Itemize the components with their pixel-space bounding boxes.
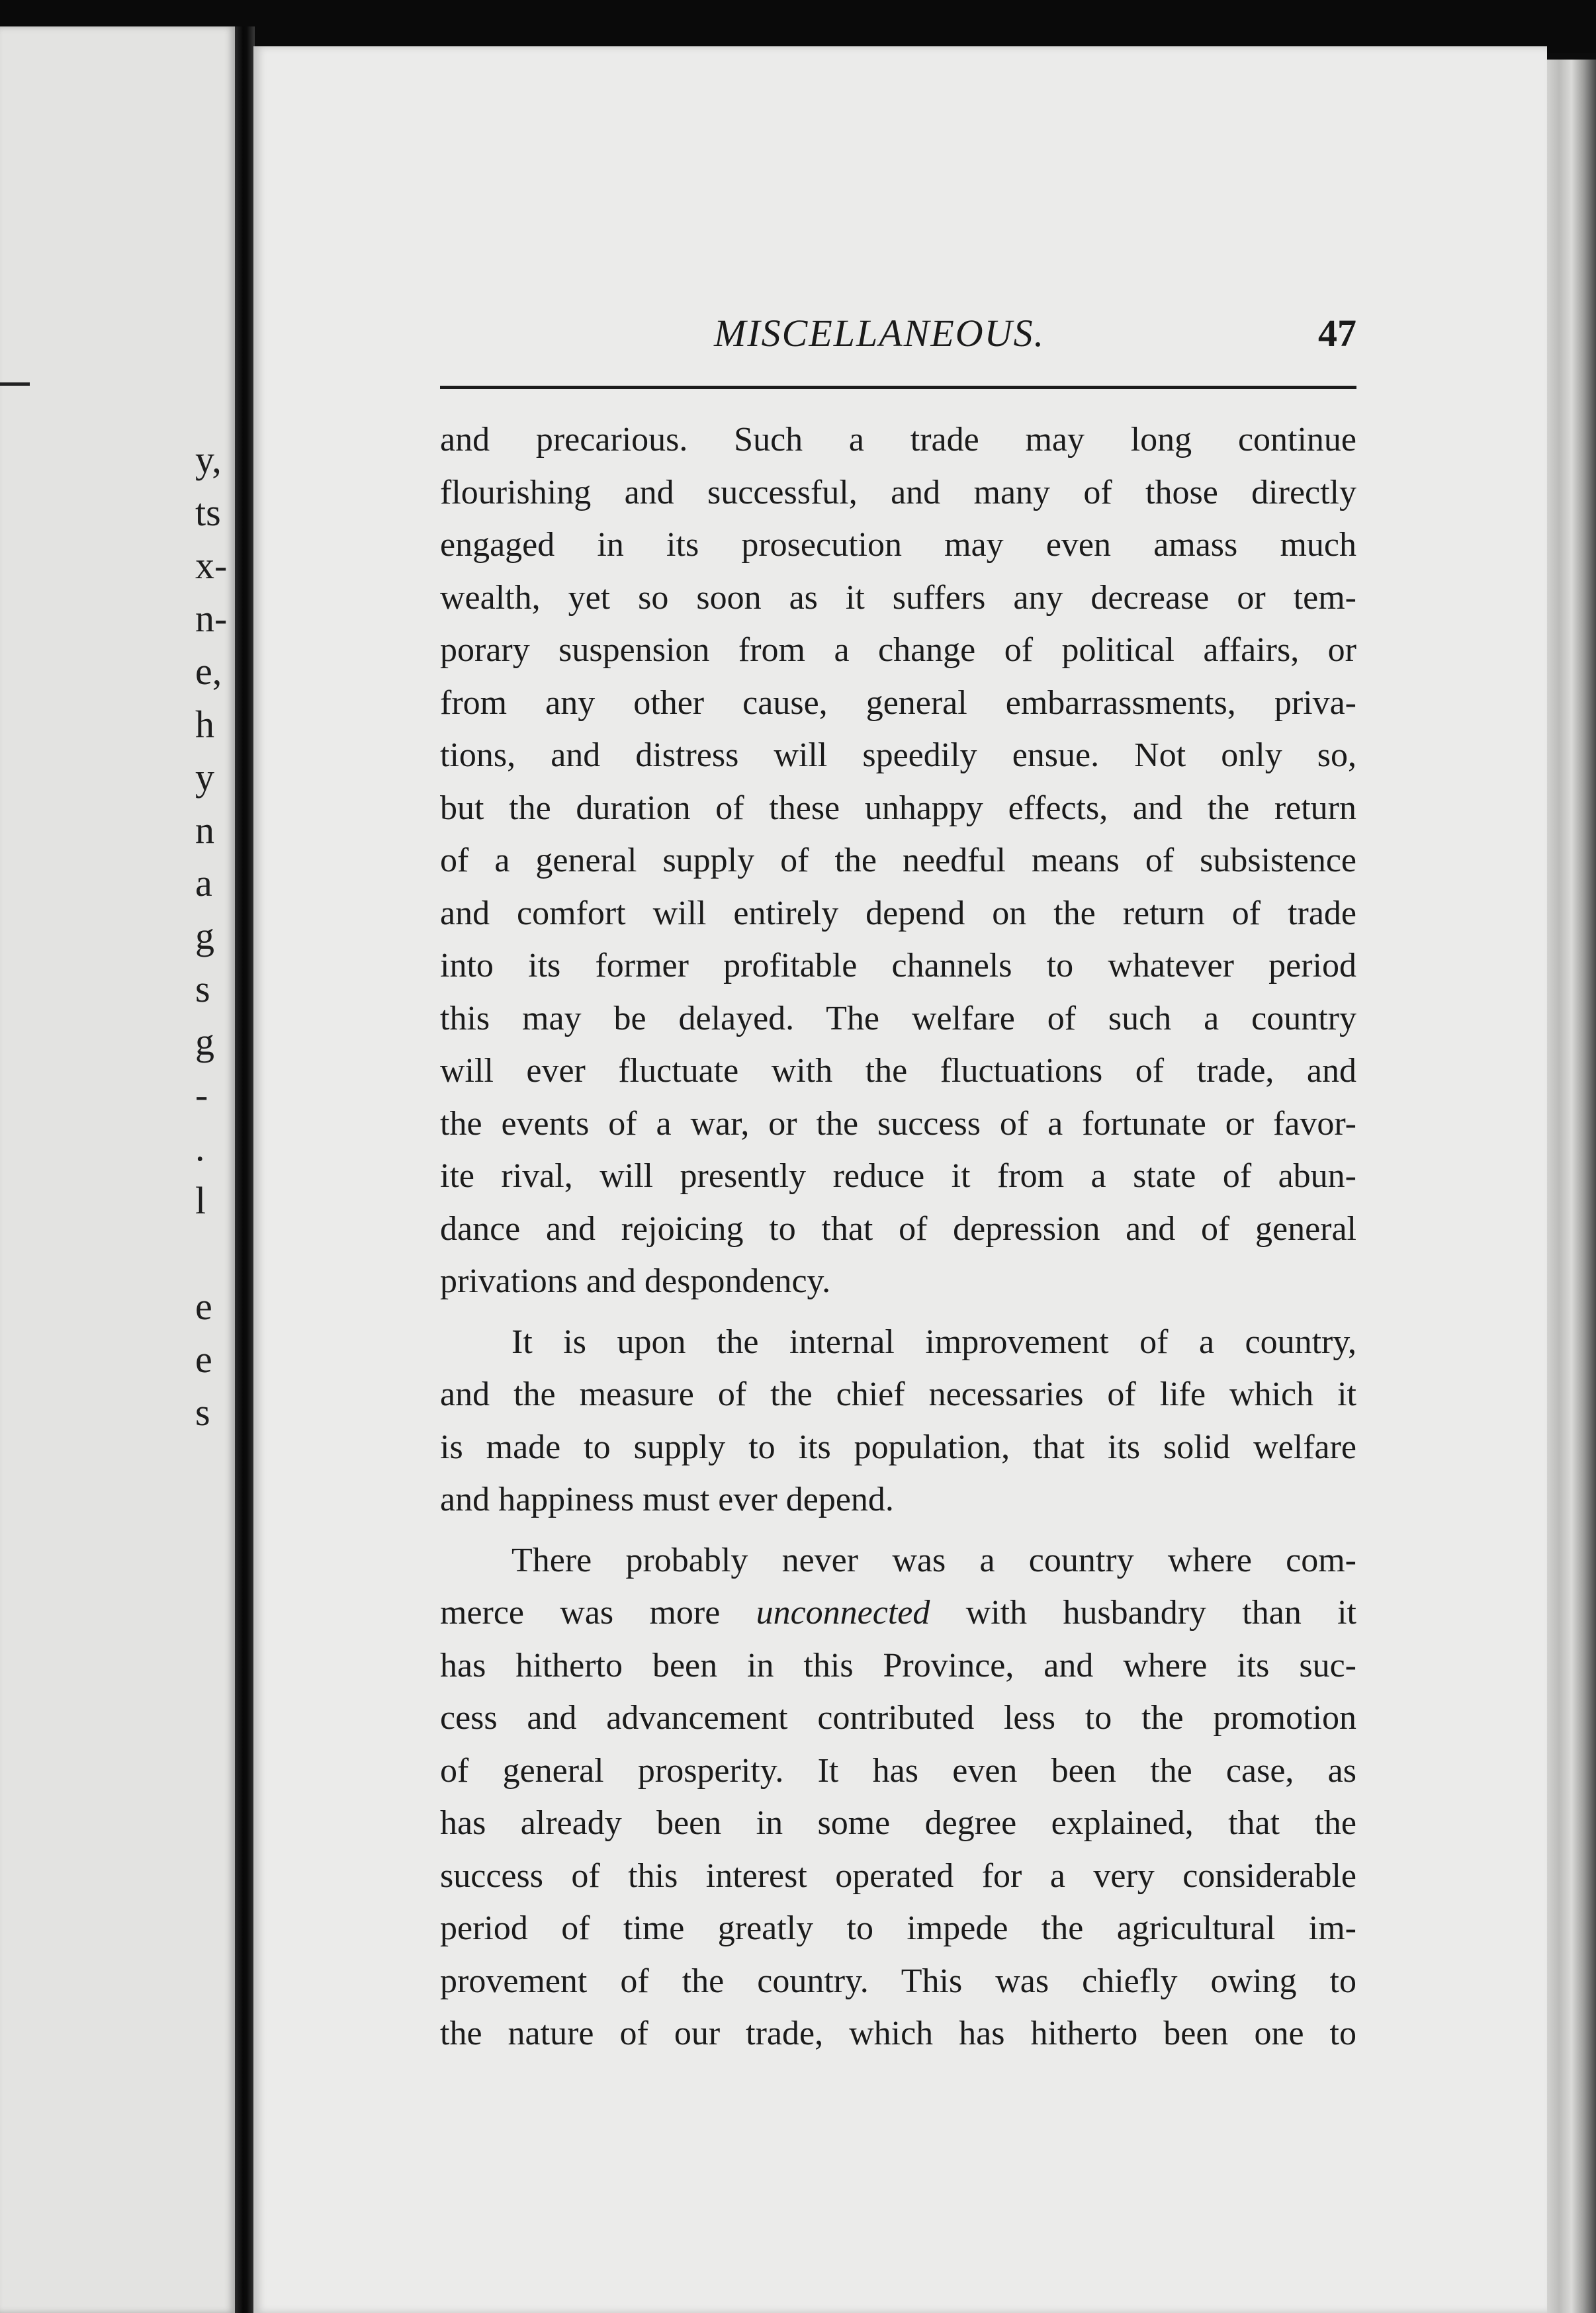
text-line: wealth, yet so soon as it suffers any decrease or tem- bbox=[440, 578, 1356, 617]
text-line: and comfort will entirely depend on the return of trade bbox=[440, 894, 1356, 932]
text-line: of general prosperity. It has even been the case, as bbox=[440, 1751, 1356, 1790]
facing-page-fragment: a bbox=[195, 861, 212, 904]
text-line: privations and despondency. bbox=[440, 1262, 831, 1300]
facing-page-fragment: e bbox=[195, 1338, 212, 1381]
paragraph-gap bbox=[440, 1308, 1356, 1316]
text-line: of a general supply of the needful means of subsistence bbox=[440, 842, 1356, 879]
text-line: has already been in some degree explained, that the bbox=[440, 1804, 1356, 1842]
paragraph-2 bbox=[440, 1316, 1356, 1526]
text-line: flourishing and successful, and many of those directly bbox=[440, 473, 1356, 511]
text-line: into its former profitable channels to whatever period bbox=[440, 947, 1356, 984]
text-line: is made to supply to its population, that its solid welfare bbox=[440, 1428, 1356, 1466]
facing-page-fragment: n- bbox=[195, 597, 228, 640]
header-rule bbox=[440, 386, 1356, 389]
page-number: 47 bbox=[1318, 312, 1356, 355]
text-line: There probably never was a country where com- bbox=[511, 1541, 1356, 1579]
facing-page bbox=[0, 26, 235, 2313]
text-line: has hitherto been in this Province, and where its suc- bbox=[440, 1646, 1356, 1684]
text-line: will ever fluctuate with the fluctuations of trade, and bbox=[440, 1052, 1356, 1090]
facing-page-fragment: g bbox=[195, 1020, 214, 1063]
text-line: from any other cause, general embarrassments, priva- bbox=[440, 683, 1356, 722]
facing-page-fragment: e bbox=[195, 1285, 212, 1328]
text-line: provement of the country. This was chiefly owing to bbox=[440, 1962, 1356, 2000]
facing-page-fragment: l bbox=[195, 1179, 206, 1222]
facing-page-fragment: . bbox=[195, 1126, 205, 1169]
text-line: success of this interest operated for a very considerable bbox=[440, 1856, 1356, 1895]
facing-page-fragment: n bbox=[195, 808, 214, 851]
facing-page-fragment: s bbox=[195, 967, 210, 1010]
facing-page-fragment: y, bbox=[195, 438, 222, 481]
body-text bbox=[440, 414, 1356, 2060]
facing-page-fragment: x- bbox=[195, 544, 228, 587]
italic-word: unconnected bbox=[756, 1594, 930, 1632]
text-line: tions, and distress will speedily ensue. Not only so, bbox=[440, 736, 1356, 774]
text-line: cess and advancement contributed less to the promotion bbox=[440, 1699, 1356, 1737]
text-line-with-italic bbox=[440, 1587, 1356, 1639]
facing-page-fragment: ts bbox=[195, 491, 221, 534]
paragraph-3 bbox=[440, 1534, 1356, 2060]
facing-page-fragment: s bbox=[195, 1391, 210, 1434]
text-line: the nature of our trade, which has hitherto been one to bbox=[440, 2015, 1356, 2052]
text-line: period of time greatly to impede the agricultural im- bbox=[440, 1909, 1356, 1947]
text-line: but the duration of these unhappy effects, and the return bbox=[440, 789, 1356, 827]
text-line: this may be delayed. The welfare of such a country bbox=[440, 999, 1356, 1037]
page-stack-edge bbox=[1547, 60, 1596, 2313]
text-line: and the measure of the chief necessaries of life which it bbox=[440, 1375, 1356, 1413]
text-line: ite rival, will presently reduce it from a state of abun- bbox=[440, 1157, 1356, 1195]
text-line: the events of a war, or the success of a fortunate or favor- bbox=[440, 1104, 1356, 1143]
page-header bbox=[440, 311, 1356, 364]
text-line: engaged in its prosecution may even amass much bbox=[440, 526, 1356, 564]
text-segment: with husbandry than it bbox=[930, 1594, 1356, 1632]
text-line: dance and rejoicing to that of depression and of general bbox=[440, 1209, 1356, 1248]
text-line: and happiness must ever depend. bbox=[440, 1481, 894, 1518]
facing-page-fragment: e, bbox=[195, 650, 222, 693]
text-line: porary suspension from a change of political affairs, or bbox=[440, 631, 1356, 669]
text-segment: merce was more bbox=[440, 1594, 756, 1632]
facing-page-fragment: y bbox=[195, 756, 214, 799]
text-line: It is upon the internal improvement of a country, bbox=[511, 1323, 1356, 1361]
book-gutter bbox=[235, 26, 255, 2313]
facing-page-fragment: h bbox=[195, 703, 214, 746]
facing-page-rule bbox=[0, 382, 30, 386]
text-line: and precarious. Such a trade may long continue bbox=[440, 421, 1356, 458]
facing-page-fragment: - bbox=[195, 1073, 208, 1116]
facing-page-fragment: g bbox=[195, 914, 214, 957]
running-head: MISCELLANEOUS. bbox=[714, 312, 1045, 355]
paragraph-1 bbox=[440, 414, 1356, 1308]
paragraph-gap bbox=[440, 1526, 1356, 1534]
